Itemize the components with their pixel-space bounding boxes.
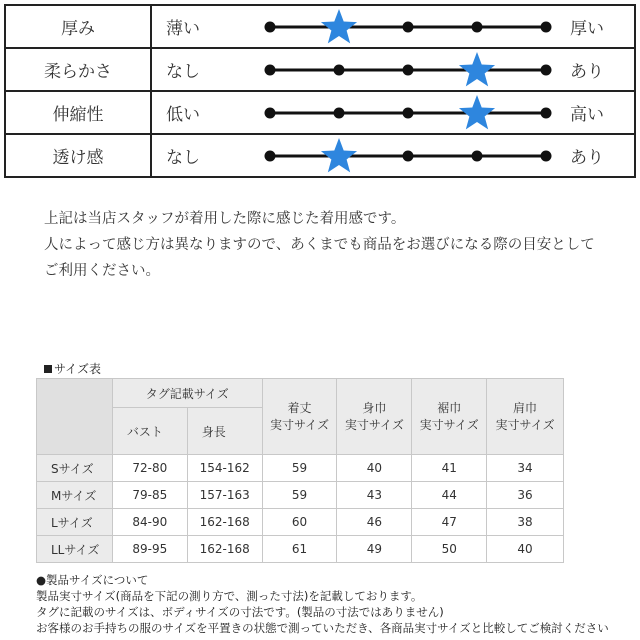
cell-length: 60 [262,509,337,536]
scale-dot [265,108,276,119]
col-header-line2: 実寸サイズ [495,417,555,432]
feel-low-label: 薄い [151,5,258,48]
scale-dot [541,151,552,162]
rating-star-icon [321,9,357,43]
feel-name: 透け感 [5,134,151,177]
table-row [37,482,564,509]
feel-row [5,91,635,134]
cell-shoulder: 38 [487,509,564,536]
feel-low-label: なし [151,48,258,91]
size-table [36,378,564,563]
col-header-line1: 身巾 [362,400,387,415]
scale-dot [403,65,414,76]
col-header-line1: 着丈 [287,400,312,415]
feel-name: 厚み [5,5,151,48]
footnote-line: 製品実寸サイズ(商品を下記の測り方で、測った寸法)を記載しております。 [36,589,423,603]
cell-height: 157-163 [187,482,262,509]
rating-star-icon [321,138,357,172]
footnote-line: タグに記載のサイズは、ボディサイズの寸法です。(製品の寸法ではありません) [36,605,444,619]
col-header-body-width [337,379,412,455]
tag-size-header: タグ記載サイズ [112,379,262,408]
scale-dot [265,22,276,33]
size-table-corner [37,379,113,455]
cell-height: 162-168 [187,509,262,536]
cell-hem-width: 41 [412,455,487,482]
feel-scale [258,48,566,91]
feel-scale-graphic [258,6,558,47]
scale-dot [334,108,345,119]
cell-bust: 72-80 [112,455,187,482]
size-chart-title [44,360,101,377]
cell-shoulder: 36 [487,482,564,509]
scale-dot [541,65,552,76]
col-header-length [262,379,337,455]
cell-height: 154-162 [187,455,262,482]
feel-low-label: 低い [151,91,258,134]
feel-scale [258,91,566,134]
cell-shoulder: 40 [487,536,564,563]
feel-low-label: なし [151,134,258,177]
scale-dot [541,22,552,33]
scale-dot [265,65,276,76]
size-chart-title-text: サイズ表 [54,362,102,376]
cell-body-width: 40 [337,455,412,482]
feel-scale-graphic [258,92,558,133]
col-header-line1: 肩巾 [513,400,538,415]
cell-height: 162-168 [187,536,262,563]
footnote-heading: ●製品サイズについて [36,573,149,587]
scale-dot [403,108,414,119]
cell-hem-width: 44 [412,482,487,509]
col-header-line2: 実寸サイズ [419,417,479,432]
col-header-line2: 実寸サイズ [269,417,330,432]
feel-high-label: あり [566,48,635,91]
size-label: Lサイズ [37,509,113,536]
feel-row [5,134,635,177]
feel-high-label: 厚い [566,5,635,48]
scale-dot [403,22,414,33]
cell-bust: 84-90 [112,509,187,536]
col-header-line1: 裾巾 [437,400,462,415]
cell-bust: 79-85 [112,482,187,509]
col-header-hem-width [412,379,487,455]
size-footnotes [36,572,636,636]
cell-bust: 89-95 [112,536,187,563]
cell-hem-width: 50 [412,536,487,563]
feel-scale-graphic [258,49,558,90]
col-header-line2: 実寸サイズ [344,417,404,432]
col-header-shoulder [487,379,564,455]
scale-dot [334,65,345,76]
square-bullet-icon [44,365,52,373]
feel-row [5,48,635,91]
feel-name: 柔らかさ [5,48,151,91]
feel-table [4,4,636,178]
footnote-line: お客様のお手持ちの服のサイズを平置きの状態で測っていただき、各商品実寸サイズと比較してご検討ください [36,621,609,635]
cell-body-width: 46 [337,509,412,536]
cell-length: 61 [262,536,337,563]
col-header-bust: バスト [112,408,187,455]
col-header-height: 身長 [187,408,262,455]
feel-high-label: あり [566,134,635,177]
size-label: Sサイズ [37,455,113,482]
cell-length: 59 [262,482,337,509]
feel-note [44,206,624,284]
table-row [37,455,564,482]
note-line: 人によって感じ方は異なりますので、あくまでも商品をお選びになる際の目安として [44,237,595,253]
scale-dot [265,151,276,162]
scale-dot [472,151,483,162]
feel-scale [258,134,566,177]
size-label: LLサイズ [37,536,113,563]
note-line: ご利用ください。 [44,263,160,279]
table-row [37,536,564,563]
feel-scale [258,5,566,48]
cell-hem-width: 47 [412,509,487,536]
cell-body-width: 43 [337,482,412,509]
scale-dot [403,151,414,162]
feel-scale-graphic [258,135,558,176]
cell-length: 59 [262,455,337,482]
rating-star-icon [459,95,495,129]
scale-dot [472,22,483,33]
cell-body-width: 49 [337,536,412,563]
table-row [37,509,564,536]
feel-high-label: 高い [566,91,635,134]
cell-shoulder: 34 [487,455,564,482]
feel-row [5,5,635,48]
note-line: 上記は当店スタッフが着用した際に感じた着用感です。 [44,211,406,227]
rating-star-icon [459,52,495,86]
scale-dot [541,108,552,119]
size-label: Mサイズ [37,482,113,509]
feel-name: 伸縮性 [5,91,151,134]
